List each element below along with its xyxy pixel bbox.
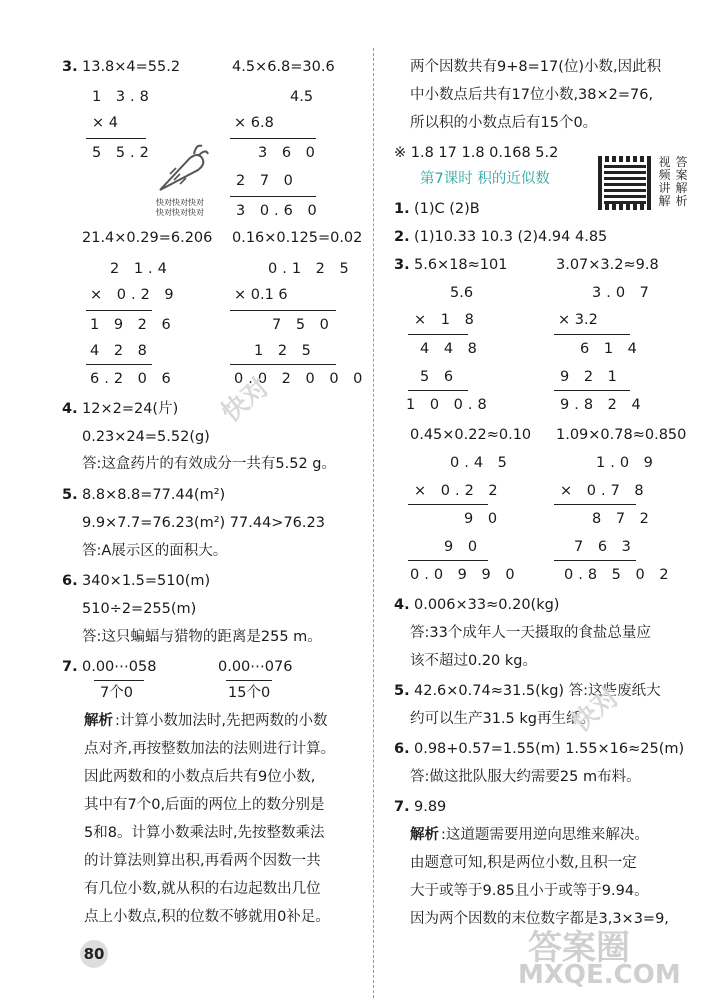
q7-a-brace [94,680,144,681]
watermark: 答案圈 [528,928,630,968]
v3-r5: 6.2 0 6 [90,371,176,387]
v3-line2 [86,364,152,365]
qr-code-icon[interactable] [598,156,652,210]
note-line: ※ 1.8 17 1.8 0.168 5.2 [394,145,559,161]
r-q6-line2: 答:做这批队服大约需要25 m布料。 [410,769,641,785]
v3-r3: 1 9 2 6 [90,317,176,333]
rv1-line2 [408,390,468,391]
qr-caption-char: 视 [658,155,671,169]
r-q1-number: 1. [394,201,410,217]
q5-number: 5. [62,487,78,503]
r-q1-text: (1)C (2)B [414,201,480,217]
q4-line1: 12×2=24(片) [82,401,179,417]
rv2-line2 [554,390,630,391]
v4-r3: 7 5 0 [272,317,334,333]
q3-eq1: 13.8×4=55.2 [82,59,181,75]
qr-caption-char: 析 [675,194,688,208]
r-q2-number: 2. [394,229,410,245]
v3-line1 [86,310,152,311]
rv3-r4: 9 0 [444,539,483,555]
page-number: 80 [83,945,105,963]
q7-number: 7. [62,659,78,675]
q5-line3: 答:A展示区的面积大。 [82,543,228,559]
qr-caption-char: 频 [658,168,671,182]
rv3-line1 [408,504,488,505]
r-q3-eq4: 1.09×0.78≈0.850 [556,427,687,443]
watermark: MXQE.COM [518,960,681,990]
v2-r3: 3 6 0 [258,145,320,161]
q6-line3: 答:这只蝙蝠与猎物的距离是255 m。 [82,629,322,645]
v1-r2: × 4 [92,115,118,131]
v4-line2 [230,364,336,365]
carrot-sticker-text: 快对快对快对 快对快对快对 [156,198,204,217]
right-column [378,0,720,1004]
rv1-r2: × 1 8 [414,312,479,328]
q7-analysis-line: 点对齐,再按整数加法的法则进行计算。 [84,741,336,757]
v2-line2 [230,196,316,197]
rv2-r5: 9.8 2 4 [560,397,646,413]
r-q4-line1: 0.006×33≈0.20(kg) [414,597,560,613]
q7-b-brace [226,680,272,681]
q3-eq4: 0.16×0.125=0.02 [232,230,363,246]
q3-number: 3. [62,59,78,75]
q7-analysis-line: 5和8。计算小数乘法时,先按整数乘法 [84,825,325,841]
q6-number: 6. [62,573,78,589]
q4-line3: 答:这盒药片的有效成分一共有5.52 g。 [82,456,336,472]
v4-r4: 1 2 5 [254,343,316,359]
r-q7-answer: 9.89 [414,799,447,815]
v4-line1 [230,310,336,311]
qr-caption-char: 解 [658,194,671,208]
r-q4-number: 4. [394,597,410,613]
watermark: 快对 [566,682,626,739]
rv2-r3: 6 1 4 [580,341,642,357]
r-q3-number: 3. [394,257,410,273]
qr-caption-char: 解 [675,181,688,195]
v2-r4: 2 7 0 [236,173,298,189]
v1-r3: 5 5.2 [92,145,154,161]
r-q3-eq1: 5.6×18≈101 [414,257,508,273]
rv1-line1 [408,334,468,335]
watermark: 快对 [216,372,276,429]
v2-r2: × 6.8 [234,115,274,131]
right-top-line: 所以积的小数点后有15个0。 [410,115,598,131]
v2-r1: 4.5 [290,89,314,105]
rv2-line1 [554,334,630,335]
q7-analysis-label: 解析 [84,713,113,729]
v3-r1: 2 1.4 [110,261,172,277]
rv1-r3: 4 4 8 [420,341,482,357]
r-q2-text: (1)10.33 10.3 (2)4.94 4.85 [414,229,608,245]
r-q7-analysis-line: 由题意可知,积是两位小数,且积一定 [410,855,637,871]
r-q6-line1: 0.98+0.57=1.55(m) 1.55×16≈25(m) [414,741,685,757]
right-top-line: 中小数点后共有17位小数,38×2=76, [410,87,654,103]
r-q6-number: 6. [394,741,410,757]
q4-line2: 0.23×24=5.52(g) [82,429,210,445]
v3-r4: 4 2 8 [90,343,152,359]
v3-r2: × 0.2 9 [90,287,179,303]
rv1-r1: 5.6 [450,285,474,301]
qr-caption-char: 讲 [658,181,671,195]
r-q7-analysis-label: 解析 [410,827,439,843]
rv4-r4: 7 6 3 [574,539,636,555]
qr-caption-char: 答 [675,155,688,169]
v1-r1: 1 3.8 [92,89,154,105]
rv4-r2: × 0.7 8 [560,483,649,499]
q7-analysis-line: 其中有7个0,后面的两位上的数分别是 [84,797,325,813]
r-q5-line2: 约可以生产31.5 kg再生纸。 [410,711,595,727]
v4-r2: × 0.1 6 [234,287,288,303]
right-top-line: 两个因数共有9+8=17(位)小数,因此积 [410,59,662,75]
q6-line1: 340×1.5=510(m) [82,573,211,589]
rv3-r5: 0.0 9 9 0 [410,567,520,583]
r-q7-analysis-line: 因为两个因数的末位数字都是3,3×3=9, [410,911,669,927]
rv4-r5: 0.8 5 0 2 [564,567,674,583]
qr-caption-char: 案 [675,168,688,182]
q7-a-note: 7个0 [100,685,133,701]
q3-eq2: 4.5×6.8=30.6 [232,59,335,75]
q7-analysis-line: 因此两数和的小数点后共有9位小数, [84,769,316,785]
v1-line [86,138,146,139]
rv3-r1: 0.4 5 [450,455,512,471]
lesson-title: 第7课时 积的近似数 [420,171,550,187]
rv3-r2: × 0.2 2 [414,483,503,499]
rv3-r3: 9 0 [464,511,503,527]
q7-analysis-line: 的计算法则算出积,再看两个因数一共 [84,853,321,869]
qr-caption [656,156,690,208]
q7-analysis-line: 点上小数点,积的位数不够就用0补足。 [84,909,330,925]
rv4-line1 [554,504,636,505]
carrot-sticker-icon [150,140,210,200]
r-q7-analysis-line: 大于或等于9.85且小于或等于9.94。 [410,883,649,899]
r-q7-number: 7. [394,799,410,815]
rv3-line2 [408,560,488,561]
q4-number: 4. [62,401,78,417]
v2-line1 [230,138,316,139]
r-q3-eq3: 0.45×0.22≈0.10 [410,427,532,443]
rv1-r5: 1 0 0.8 [406,397,492,413]
r-q4-line2: 答:33个成年人一天摄取的食盐总量应 [410,625,651,641]
rv1-r4: 5 6 [420,369,459,385]
v4-r1: 0.1 2 5 [268,261,354,277]
q7-b-note: 15个0 [228,685,271,701]
rv4-r1: 1.0 9 [596,455,658,471]
rv2-r1: 3.0 7 [592,285,654,301]
q7-a: 0.00⋯058 [82,659,157,675]
r-q5-number: 5. [394,683,410,699]
q5-line1: 8.8×8.8=77.44(m²) [82,487,226,503]
rv2-r4: 9 2 1 [560,369,622,385]
r-q4-line3: 该不超过0.20 kg。 [410,653,537,669]
v4-r5: 0.0 2 0 0 0 [234,371,368,387]
q6-line2: 510÷2=255(m) [82,601,197,617]
v2-r5: 3 0.6 0 [236,203,322,219]
q7-analysis-line: 有几位小数,就从积的右边起数出几位 [84,881,321,897]
q5-line2: 9.9×7.7=76.23(m²) 77.44>76.23 [82,515,325,531]
r-q5-line1: 42.6×0.74≈31.5(kg) 答:这些废纸大 [414,683,661,699]
r-q7-analysis-line: :这道题需要用逆向思维来解决。 [441,827,649,843]
q7-b: 0.00⋯076 [218,659,293,675]
rv4-line2 [554,560,636,561]
q7-analysis-line: :计算小数加法时,先把两数的小数 [115,713,328,729]
rv2-r2: × 3.2 [558,312,598,328]
rv4-r3: 8 7 2 [592,511,654,527]
q3-eq3: 21.4×0.29=6.206 [82,230,213,246]
page-number-badge [80,940,108,968]
r-q3-eq2: 3.07×3.2≈9.8 [556,257,659,273]
